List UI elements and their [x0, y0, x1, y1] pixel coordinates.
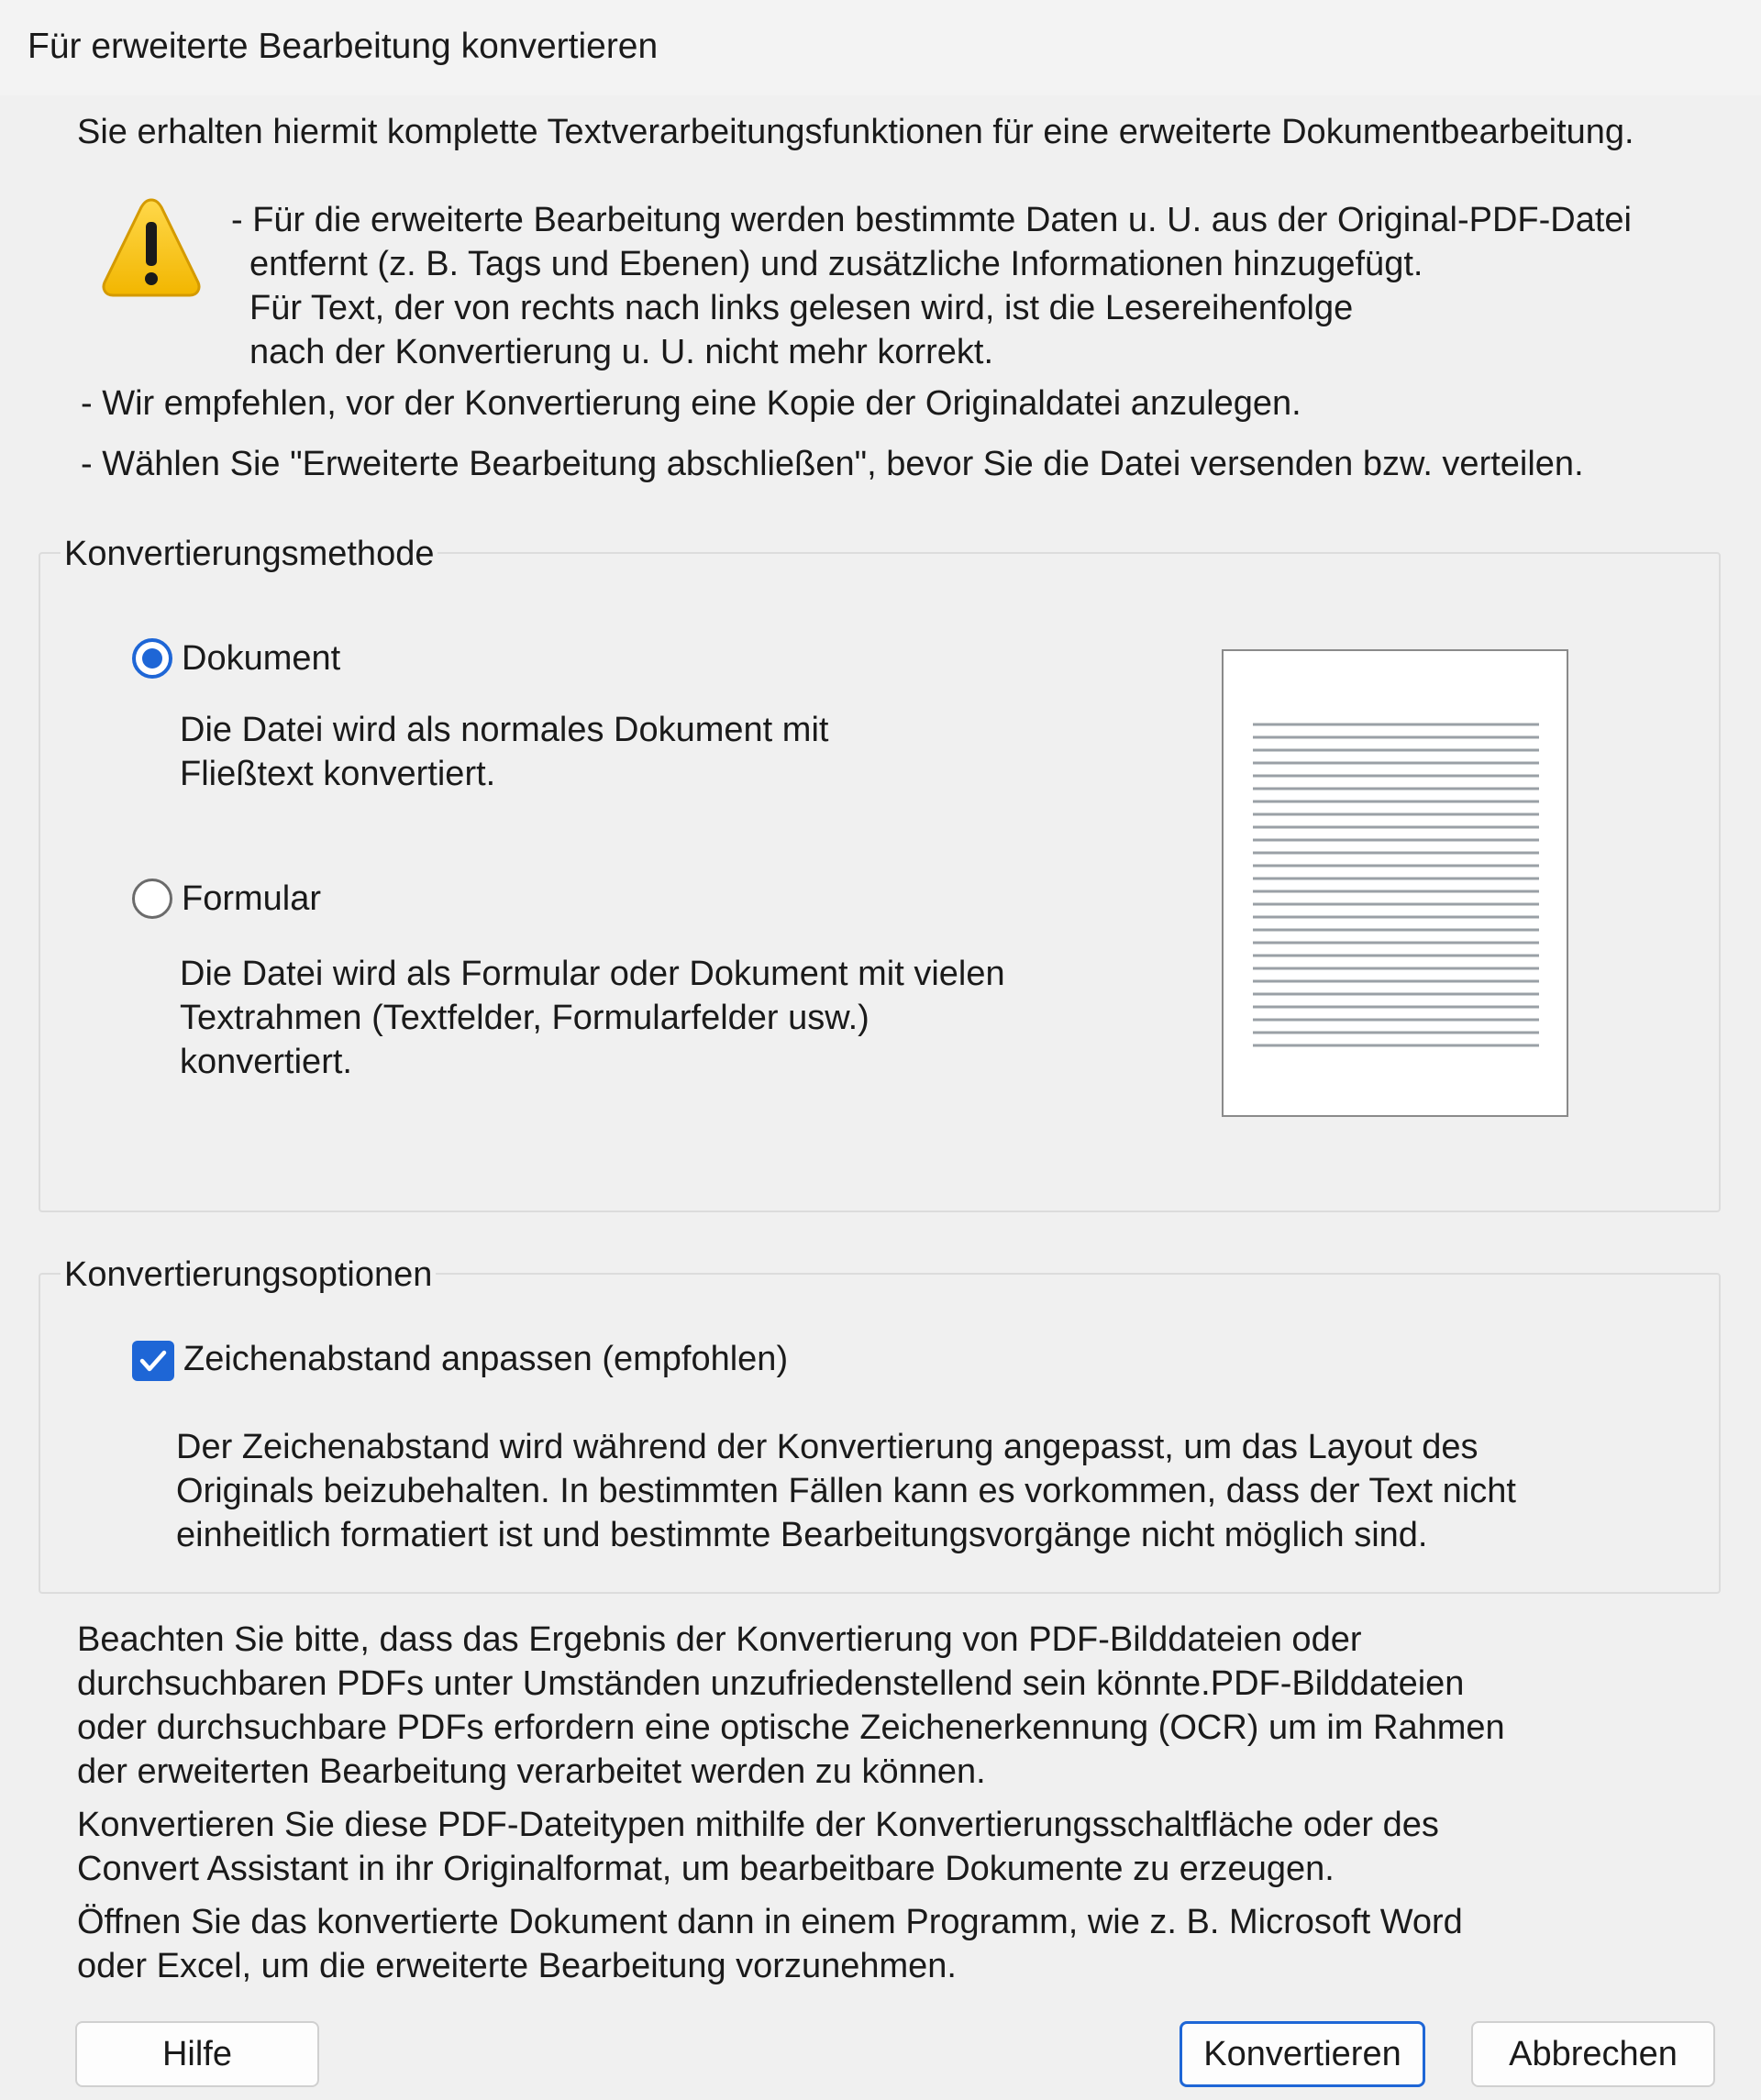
warning-line-1: - Für die erweiterte Bearbeitung werden bestimmte Daten u. U. aus der Original-PDF-Datei — [231, 201, 1632, 239]
help-button[interactable]: Hilfe — [75, 2021, 319, 2087]
dokument-description-line-2: Fließtext konvertiert. — [180, 755, 496, 793]
dialog-title: Für erweiterte Bearbeitung konvertieren — [28, 27, 659, 66]
options-group-legend: Konvertierungsoptionen — [61, 1253, 436, 1297]
convert-button[interactable]: Konvertieren — [1180, 2021, 1425, 2087]
footer-line-8: oder Excel, um die erweiterte Bearbeitung vorzunehmen. — [77, 1947, 957, 1985]
warning-line-3: Für Text, der von rechts nach links gelesen wird, ist die Lesereihenfolge — [249, 289, 1354, 327]
footer-line-1: Beachten Sie bitte, dass das Ergebnis der Konvertierung von PDF-Bilddateien oder — [77, 1620, 1362, 1659]
checkbox-character-spacing-label[interactable]: Zeichenabstand anpassen (empfohlen) — [183, 1340, 789, 1378]
footer-line-2: durchsuchbaren PDFs unter Umständen unzufriedenstellend sein könnte.PDF-Bilddateien — [77, 1664, 1465, 1703]
radio-dokument[interactable] — [132, 638, 172, 679]
note-finish: - Wählen Sie "Erweiterte Bearbeitung abschließen", bevor Sie die Datei versenden bzw. verteilen. — [81, 445, 1584, 483]
warning-line-2: entfernt (z. B. Tags und Ebenen) und zusätzliche Informationen hinzugefügt. — [249, 245, 1423, 283]
formular-description-line-3: konvertiert. — [180, 1043, 352, 1081]
title-bar — [0, 0, 1761, 95]
method-group-legend: Konvertierungsmethode — [61, 532, 437, 576]
footer-line-4: der erweiterten Bearbeitung verarbeitet werden zu können. — [77, 1752, 986, 1791]
checkbox-character-spacing[interactable] — [132, 1341, 174, 1381]
warning-line-4: nach der Konvertierung u. U. nicht mehr korrekt. — [249, 333, 994, 371]
radio-formular[interactable] — [132, 879, 172, 919]
document-preview-icon — [1222, 649, 1568, 1117]
options-description-line-1: Der Zeichenabstand wird während der Konvertierung angepasst, um das Layout des — [176, 1428, 1479, 1466]
footer-line-3: oder durchsuchbare PDFs erfordern eine optische Zeichenerkennung (OCR) um im Rahmen — [77, 1708, 1505, 1747]
intro-text: Sie erhalten hiermit komplette Textverarbeitungsfunktionen für eine erweiterte Dokumentbearbeitung. — [77, 113, 1634, 151]
note-copy: - Wir empfehlen, vor der Konvertierung eine Kopie der Originaldatei anzulegen. — [81, 384, 1301, 423]
footer-line-5: Konvertieren Sie diese PDF-Dateitypen mithilfe der Konvertierungsschaltfläche oder des — [77, 1806, 1439, 1844]
options-description-line-2: Originals beizubehalten. In bestimmten Fällen kann es vorkommen, dass der Text nicht — [176, 1472, 1516, 1510]
radio-dokument-label[interactable]: Dokument — [182, 639, 341, 678]
formular-description-line-1: Die Datei wird als Formular oder Dokument mit vielen — [180, 955, 1005, 993]
footer-line-7: Öffnen Sie das konvertierte Dokument dann in einem Programm, wie z. B. Microsoft Word — [77, 1903, 1463, 1941]
cancel-button[interactable]: Abbrechen — [1471, 2021, 1715, 2087]
options-description-line-3: einheitlich formatiert ist und bestimmte Bearbeitungsvorgänge nicht möglich sind. — [176, 1516, 1428, 1554]
formular-description-line-2: Textrahmen (Textfelder, Formularfelder usw.) — [180, 999, 869, 1037]
radio-formular-label[interactable]: Formular — [182, 879, 322, 918]
dokument-description-line-1: Die Datei wird als normales Dokument mit — [180, 711, 829, 749]
checkmark-icon — [132, 1341, 174, 1381]
footer-line-6: Convert Assistant in ihr Originalformat, um bearbeitbare Dokumente zu erzeugen. — [77, 1850, 1335, 1888]
warning-triangle-icon — [101, 194, 202, 301]
